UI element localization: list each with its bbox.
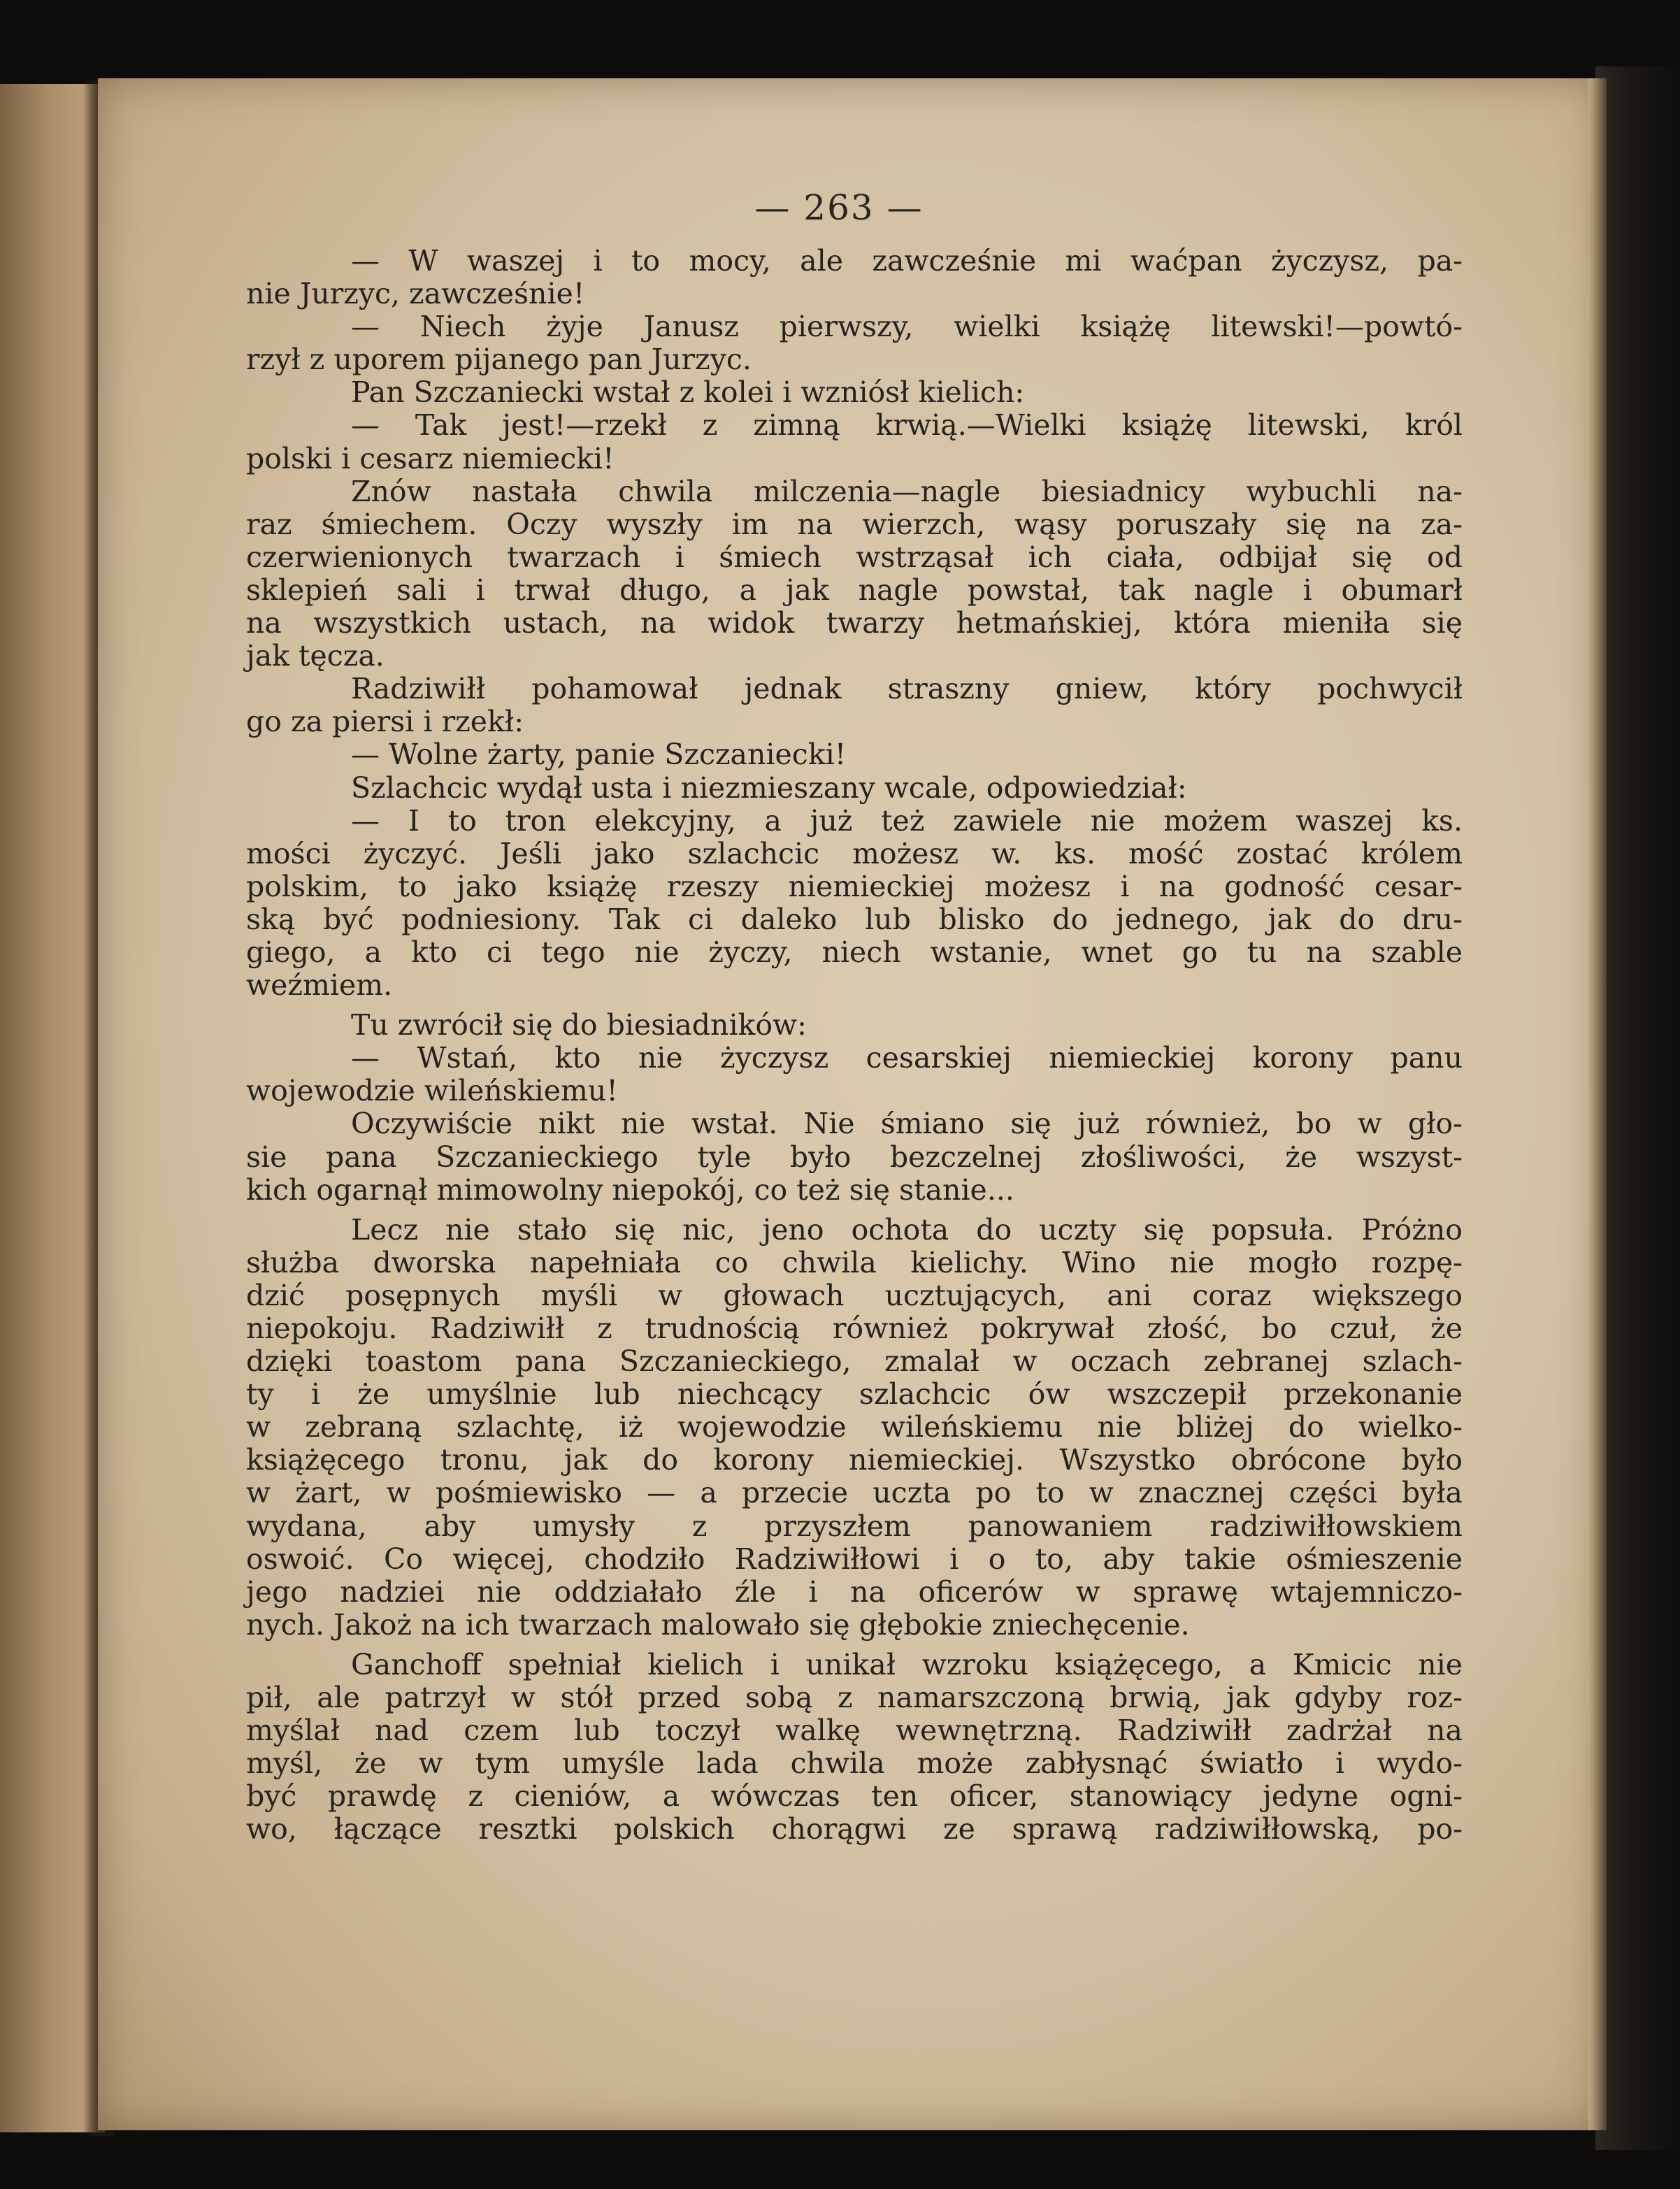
text-line: — Niech żyje Janusz pierwszy, wielki książę litewski!—powtó- bbox=[351, 310, 1463, 344]
text-line: kich ogarnął mimowolny niepokój, co też się stanie... bbox=[246, 1172, 1014, 1207]
text-line: jak tęcza. bbox=[246, 639, 385, 673]
text-line: Lecz nie stało się nic, jeno ochota do uczty się popsuła. Próżno bbox=[351, 1212, 1463, 1247]
text-line: wojewodzie wileńskiemu! bbox=[246, 1074, 618, 1108]
text-line: być prawdę z cieniów, a wówczas ten oficer, stanowiący jedyne ogni- bbox=[246, 1779, 1463, 1814]
text-line: oswoić. Co więcej, chodziło Radziwiłłowi i o to, aby takie ośmieszenie bbox=[246, 1542, 1463, 1576]
text-line: polskim, to jako książę rzeszy niemieckiej możesz i na godność cesar- bbox=[246, 869, 1463, 903]
text-line: nie Jurzyc, zawcześnie! bbox=[246, 277, 585, 311]
book-cover-edge bbox=[1595, 66, 1680, 2150]
text-line: ską być podniesiony. Tak ci daleko lub blisko do jednego, jak do dru- bbox=[246, 902, 1463, 936]
text-line: Ganchoff spełniał kielich i unikał wzroku książęcego, a Kmicic nie bbox=[351, 1647, 1463, 1681]
text-line: go za piersi i rzekł: bbox=[246, 705, 524, 739]
text-line: sklepień sali i trwał długo, a jak nagle powstał, tak nagle i obumarł bbox=[246, 573, 1463, 607]
text-line: dzić posępnych myśli w głowach ucztujących, ani coraz większego bbox=[246, 1278, 1463, 1312]
text-line: na wszystkich ustach, na widok twarzy hetmańskiej, która mieniła się bbox=[246, 606, 1463, 640]
text-line: pił, ale patrzył w stół przed sobą z namarszczoną brwią, jak gdyby roz- bbox=[246, 1681, 1463, 1715]
text-line: — Wstań, kto nie życzysz cesarskiej niemieckiej korony panu bbox=[351, 1041, 1463, 1075]
text-line: dzięki toastom pana Szczanieckiego, zmalał w oczach zebranej szlach- bbox=[246, 1344, 1463, 1379]
text-line: myślał nad czem lub toczył walkę wewnętrzną. Radziwiłł zadrżał na bbox=[246, 1714, 1463, 1748]
text-line: giego, a kto ci tego nie życzy, niech wstanie, wnet go tu na szable bbox=[246, 935, 1463, 969]
text-line: sie pana Szczanieckiego tyle było bezczelnej złośliwości, że wszyst- bbox=[246, 1140, 1463, 1174]
text-line: nych. Jakoż na ich twarzach malowało się głębokie zniechęcenie. bbox=[246, 1607, 1190, 1642]
text-line: Oczywiście nikt nie wstał. Nie śmiano się już również, bo w gło- bbox=[351, 1107, 1463, 1141]
text-line: czerwienionych twarzach i śmiech wstrząsał ich ciała, odbijał się od bbox=[246, 540, 1463, 574]
text-line: jego nadziei nie oddziałało źle i na oficerów w sprawę wtajemniczo- bbox=[246, 1574, 1463, 1609]
text-line: — I to tron elekcyjny, a już też zawiele nie możem waszej ks. bbox=[351, 803, 1463, 838]
text-line: w żart, w pośmiewisko — a przecie uczta po to w znacznej części była bbox=[246, 1476, 1463, 1510]
text-line: książęcego tronu, jak do korony niemieckiej. Wszystko obrócone było bbox=[246, 1443, 1463, 1477]
text-line: raz śmiechem. Oczy wyszły im na wierzch, wąsy poruszały się na za- bbox=[246, 507, 1463, 541]
text-line: Szlachcic wydął usta i niezmieszany wcale, odpowiedział: bbox=[351, 770, 1187, 805]
text-line: służba dworska napełniała co chwila kielichy. Wino nie mogło rozpę- bbox=[246, 1245, 1463, 1279]
text-line: Tu zwrócił się do biesiadników: bbox=[351, 1008, 807, 1042]
page-text-block bbox=[246, 245, 1463, 1846]
text-line: Znów nastała chwila milczenia—nagle biesiadnicy wybuchli na- bbox=[351, 474, 1463, 508]
text-line: — Wolne żarty, panie Szczaniecki! bbox=[351, 738, 847, 772]
text-line: ty i że umyślnie lub niechcący szlachcic ów wszczepił przekonanie bbox=[246, 1377, 1463, 1412]
text-line: niepokoju. Radziwiłł z trudnością również pokrywał złość, bo czuł, że bbox=[246, 1312, 1463, 1345]
text-line: Pan Szczaniecki wstał z kolei i wzniósł kielich: bbox=[351, 375, 1025, 410]
text-line: — W waszej i to mocy, ale zawcześnie mi waćpan życzysz, pa- bbox=[351, 244, 1463, 278]
text-line: rzył z uporem pijanego pan Jurzyc. bbox=[246, 343, 752, 377]
text-line: Radziwiłł pohamował jednak straszny gniew, który pochwycił bbox=[351, 672, 1463, 706]
page-right-edge bbox=[1588, 78, 1607, 2130]
text-line: wydana, aby umysły z przyszłem panowaniem radziwiłłowskiem bbox=[246, 1509, 1463, 1543]
text-line: wo, łączące resztki polskich chorągwi ze sprawą radziwiłłowską, po- bbox=[246, 1812, 1463, 1846]
text-line: weźmiem. bbox=[246, 968, 393, 1003]
text-line: mości życzyć. Jeśli jako szlachcic możesz w. ks. mość zostać królem bbox=[246, 836, 1463, 870]
page-number: — 263 — bbox=[754, 187, 924, 228]
text-line: polski i cesarz niemiecki! bbox=[246, 441, 615, 475]
text-line: myśl, że w tym umyśle lada chwila może zabłysnąć światło i wydo- bbox=[246, 1746, 1463, 1781]
text-line: — Tak jest!—rzekł z zimną krwią.—Wielki książę litewski, król bbox=[351, 408, 1463, 443]
text-line: w zebraną szlachtę, iż wojewodzie wileńskiemu nie bliżej do wielko- bbox=[246, 1410, 1463, 1444]
